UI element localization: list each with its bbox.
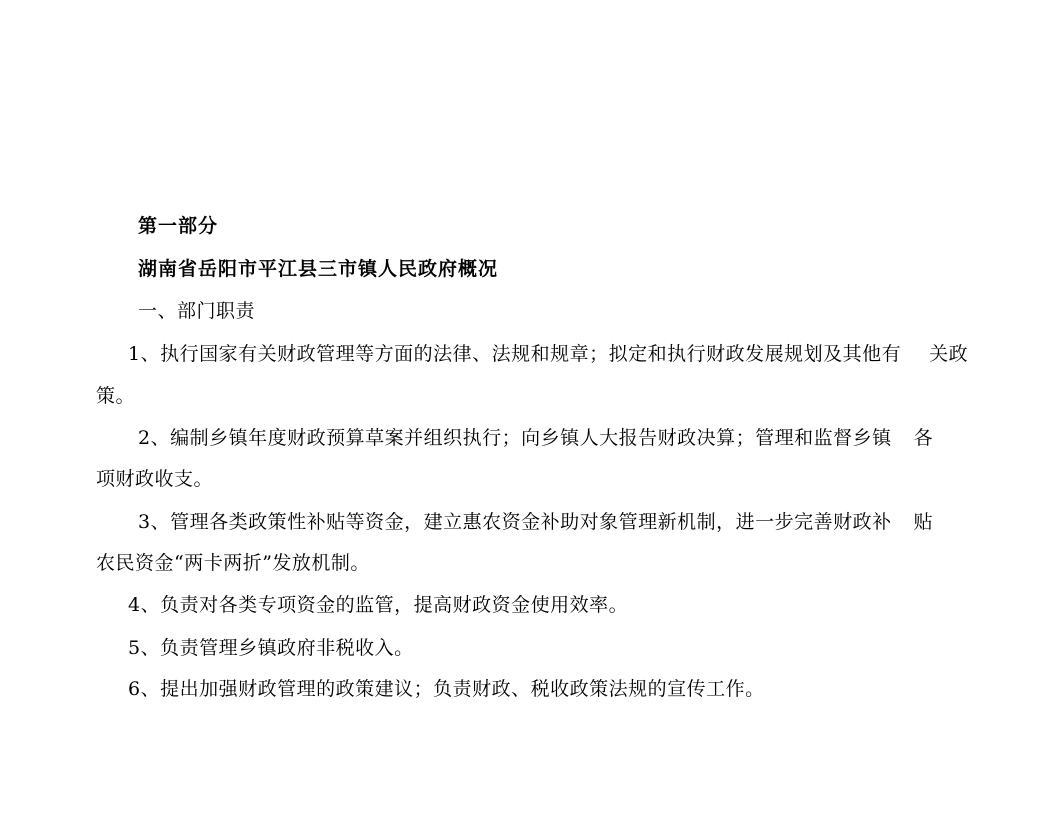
section-heading: 一、部门职责 — [138, 300, 256, 322]
item-3-line-2: 农民资金“两卡两折”发放机制。 — [96, 552, 370, 574]
item-3-line-1 — [138, 510, 933, 534]
item-1-text-b: 关政 — [929, 343, 969, 365]
item-2-text-a: 2、编制乡镇年度财政预算草案并组织执行；向乡镇人大报告财政决算；管理和监督乡镇 — [138, 427, 892, 449]
item-6: 6、提出加强财政管理的政策建议；负责财政、税收政策法规的宣传工作。 — [128, 678, 765, 700]
item-3-text-b: 贴 — [913, 511, 934, 533]
item-2-line-1 — [138, 426, 933, 450]
item-5: 5、负责管理乡镇政府非税收入。 — [128, 637, 414, 659]
item-1-text-a: 1、执行国家有关财政管理等方面的法律、法规和规章；拟定和执行财政发展规划及其他有 — [128, 343, 902, 365]
item-2-line-2: 项财政收支。 — [96, 468, 214, 490]
org-title: 湖南省岳阳市平江县三市镇人民政府概况 — [138, 258, 499, 280]
item-2-text-b: 各 — [913, 427, 934, 449]
item-1-line-2: 策。 — [96, 385, 136, 407]
item-4: 4、负责对各类专项资金的监管，提高财政资金使用效率。 — [128, 594, 629, 616]
part-title: 第一部分 — [138, 215, 219, 237]
item-3-text-a: 3、管理各类政策性补贴等资金，建立惠农资金补助对象管理新机制，进一步完善财政补 — [138, 511, 892, 533]
item-1-line-1 — [128, 342, 968, 366]
